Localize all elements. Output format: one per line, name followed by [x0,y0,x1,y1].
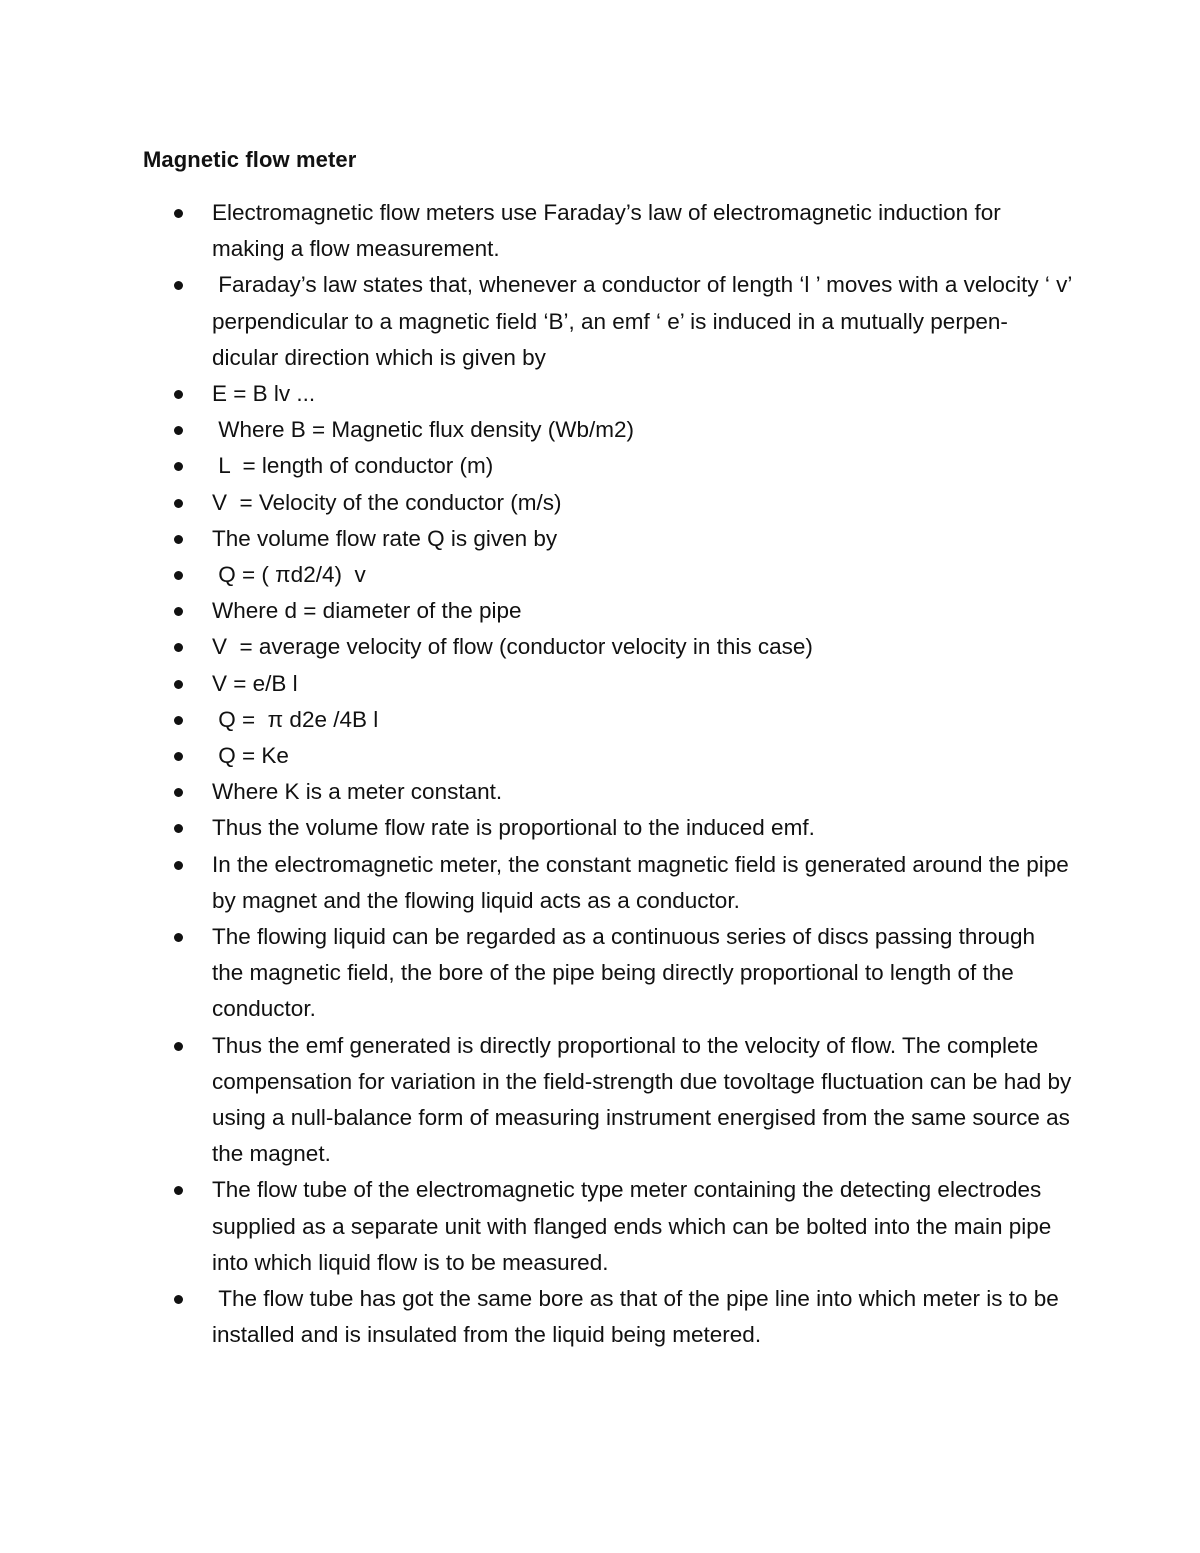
list-item [172,702,1072,738]
list-item [172,1028,1078,1173]
list-item [172,267,1078,376]
list-item [172,376,1072,412]
list-item-text: Q = Ke [212,743,289,769]
list-item-text: V = e/B l [212,670,298,696]
list-item [172,195,1072,267]
bullet-list [172,195,1078,1354]
list-item-text: Q = π d2e /4B l [212,706,379,732]
list-item-text: The flow tube of the electromagnetic type meter containing the detecting electrodes supplied as a separate unit with flanged ends which can be bolted into the main pipe into which liquid flow is to be measured. [212,1177,1058,1275]
list-item [172,847,1076,919]
list-item-text: The flowing liquid can be regarded as a continuous series of discs passing through the magnetic field, the bore of the pipe being directly proportional to length of the conductor. [212,924,1042,1022]
list-item-text: Q = ( πd2/4) v [212,562,366,588]
list-item-text: Thus the emf generated is directly proportional to the velocity of flow. The complete compensation for variation in the field-strength due tovoltage fluctuation can be had by using a null-balance form of measuring instrument energised from the same source as the magnet. [212,1032,1078,1167]
list-item-text: Thus the volume flow rate is proportional to the induced emf. [212,815,815,841]
list-item [172,738,1072,774]
bullet-icon [174,933,183,942]
bullet-icon [174,462,183,471]
page-title: Magnetic flow meter [143,147,357,172]
list-item-text: In the electromagnetic meter, the constant magnetic field is generated around the pipe by magnet and the flowing liquid acts as a conductor. [212,851,1076,913]
list-item [172,448,1072,484]
bullet-icon [174,535,183,544]
bullet-icon [174,861,183,870]
bullet-icon [174,426,183,435]
list-item [172,774,1072,810]
list-item-text: Electromagnetic flow meters use Faraday’s law of electromagnetic induction for making a flow measurement. [212,200,1007,262]
list-item [172,485,1072,521]
bullet-icon [174,1042,183,1051]
list-item [172,1172,1072,1281]
list-item [172,412,1072,448]
bullet-icon [174,752,183,761]
list-item [172,629,1072,665]
list-item-text: Where K is a meter constant. [212,779,503,805]
bullet-icon [174,209,183,218]
list-item-text: L = length of conductor (m) [212,453,494,479]
bullet-icon [174,607,183,616]
list-item-text: V = Velocity of the conductor (m/s) [212,489,562,515]
list-item-text: E = B lv ... [212,381,316,407]
list-item [172,593,1072,629]
list-item-text: Where B = Magnetic flux density (Wb/m2) [212,417,635,443]
bullet-icon [174,824,183,833]
bullet-icon [174,716,183,725]
bullet-icon [174,1295,183,1304]
list-item [172,666,1072,702]
list-item-text: V = average velocity of flow (conductor velocity in this case) [212,634,813,660]
list-item-text: The volume flow rate Q is given by [212,525,558,551]
list-item-text: The flow tube has got the same bore as that of the pipe line into which meter is to be installed and is insulated from the liquid being metered. [212,1286,1066,1348]
bullet-icon [174,499,183,508]
list-item [172,521,1072,557]
bullet-icon [174,571,183,580]
bullet-icon [174,788,183,797]
bullet-icon [174,390,183,399]
list-item-text: Where d = diameter of the pipe [212,598,522,624]
list-item [172,810,1072,846]
bullet-icon [174,643,183,652]
list-item [172,557,1072,593]
list-item [172,1281,1072,1353]
bullet-icon [174,680,183,689]
bullet-icon [174,281,183,290]
bullet-icon [174,1186,183,1195]
list-item-text: Faraday’s law states that, whenever a conductor of length ‘l ’ moves with a velocity ‘ v’ perpendicular to a magnetic field ‘B’, an emf ‘ e’ is induced in a mutually perpen-dicular direction which is given by [212,272,1078,370]
list-item [172,919,1072,1028]
